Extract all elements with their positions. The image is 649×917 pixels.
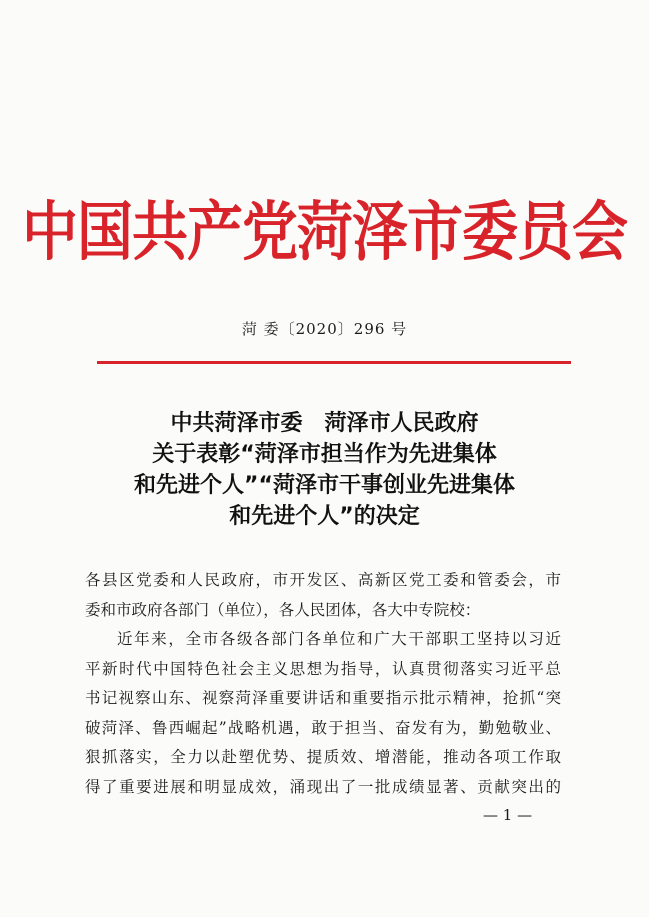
paragraph-line: 平新时代中国特色社会主义思想为指导，认真贯彻落实习近平总 bbox=[85, 659, 561, 678]
document-title bbox=[0, 408, 649, 532]
paragraph-line: 狠抓落实，全力以赴塑优势、提质效、增潜能，推动各项工作取 bbox=[85, 748, 561, 766]
title-line-2: 关于表彰“菏泽市担当作为先进集体 bbox=[152, 442, 497, 467]
paragraph-line: 书记视察山东、视察菏泽重要讲话和重要指示批示精神，抢抓“突 bbox=[85, 689, 561, 707]
title-line-1: 中共菏泽市委 菏泽市人民政府 bbox=[170, 411, 479, 436]
title-line-4: 和先进个人”的决定 bbox=[229, 504, 420, 529]
paragraph-line: 破菏泽、鲁西崛起”战略机遇，敢于担当、奋发有为，勤勉敬业、 bbox=[85, 718, 561, 737]
paragraph-line: 近年来，全市各级各部门各单位和广大干部职工坚持以习近 bbox=[117, 630, 561, 648]
document-body bbox=[85, 566, 561, 802]
addressee-line-2: 委和市政府各部门（单位），各人民团体，各大中专院校： bbox=[85, 600, 481, 619]
issuing-organization-header: 中国共产党菏泽市委员会 bbox=[22, 194, 627, 271]
page-number: — 1 — bbox=[483, 806, 533, 824]
red-separator-line bbox=[97, 361, 571, 364]
title-line-3: 和先进个人”“菏泽市干事创业先进集体 bbox=[134, 473, 515, 498]
addressee-line-1: 各县区党委和人民政府，市开发区、高新区党工委和管委会，市 bbox=[85, 571, 561, 589]
document-number: 菏 委〔2020〕296 号 bbox=[241, 320, 408, 338]
paragraph-line: 得了重要进展和明显成效，涌现出了一批成绩显著、贡献突出的 bbox=[85, 777, 561, 796]
